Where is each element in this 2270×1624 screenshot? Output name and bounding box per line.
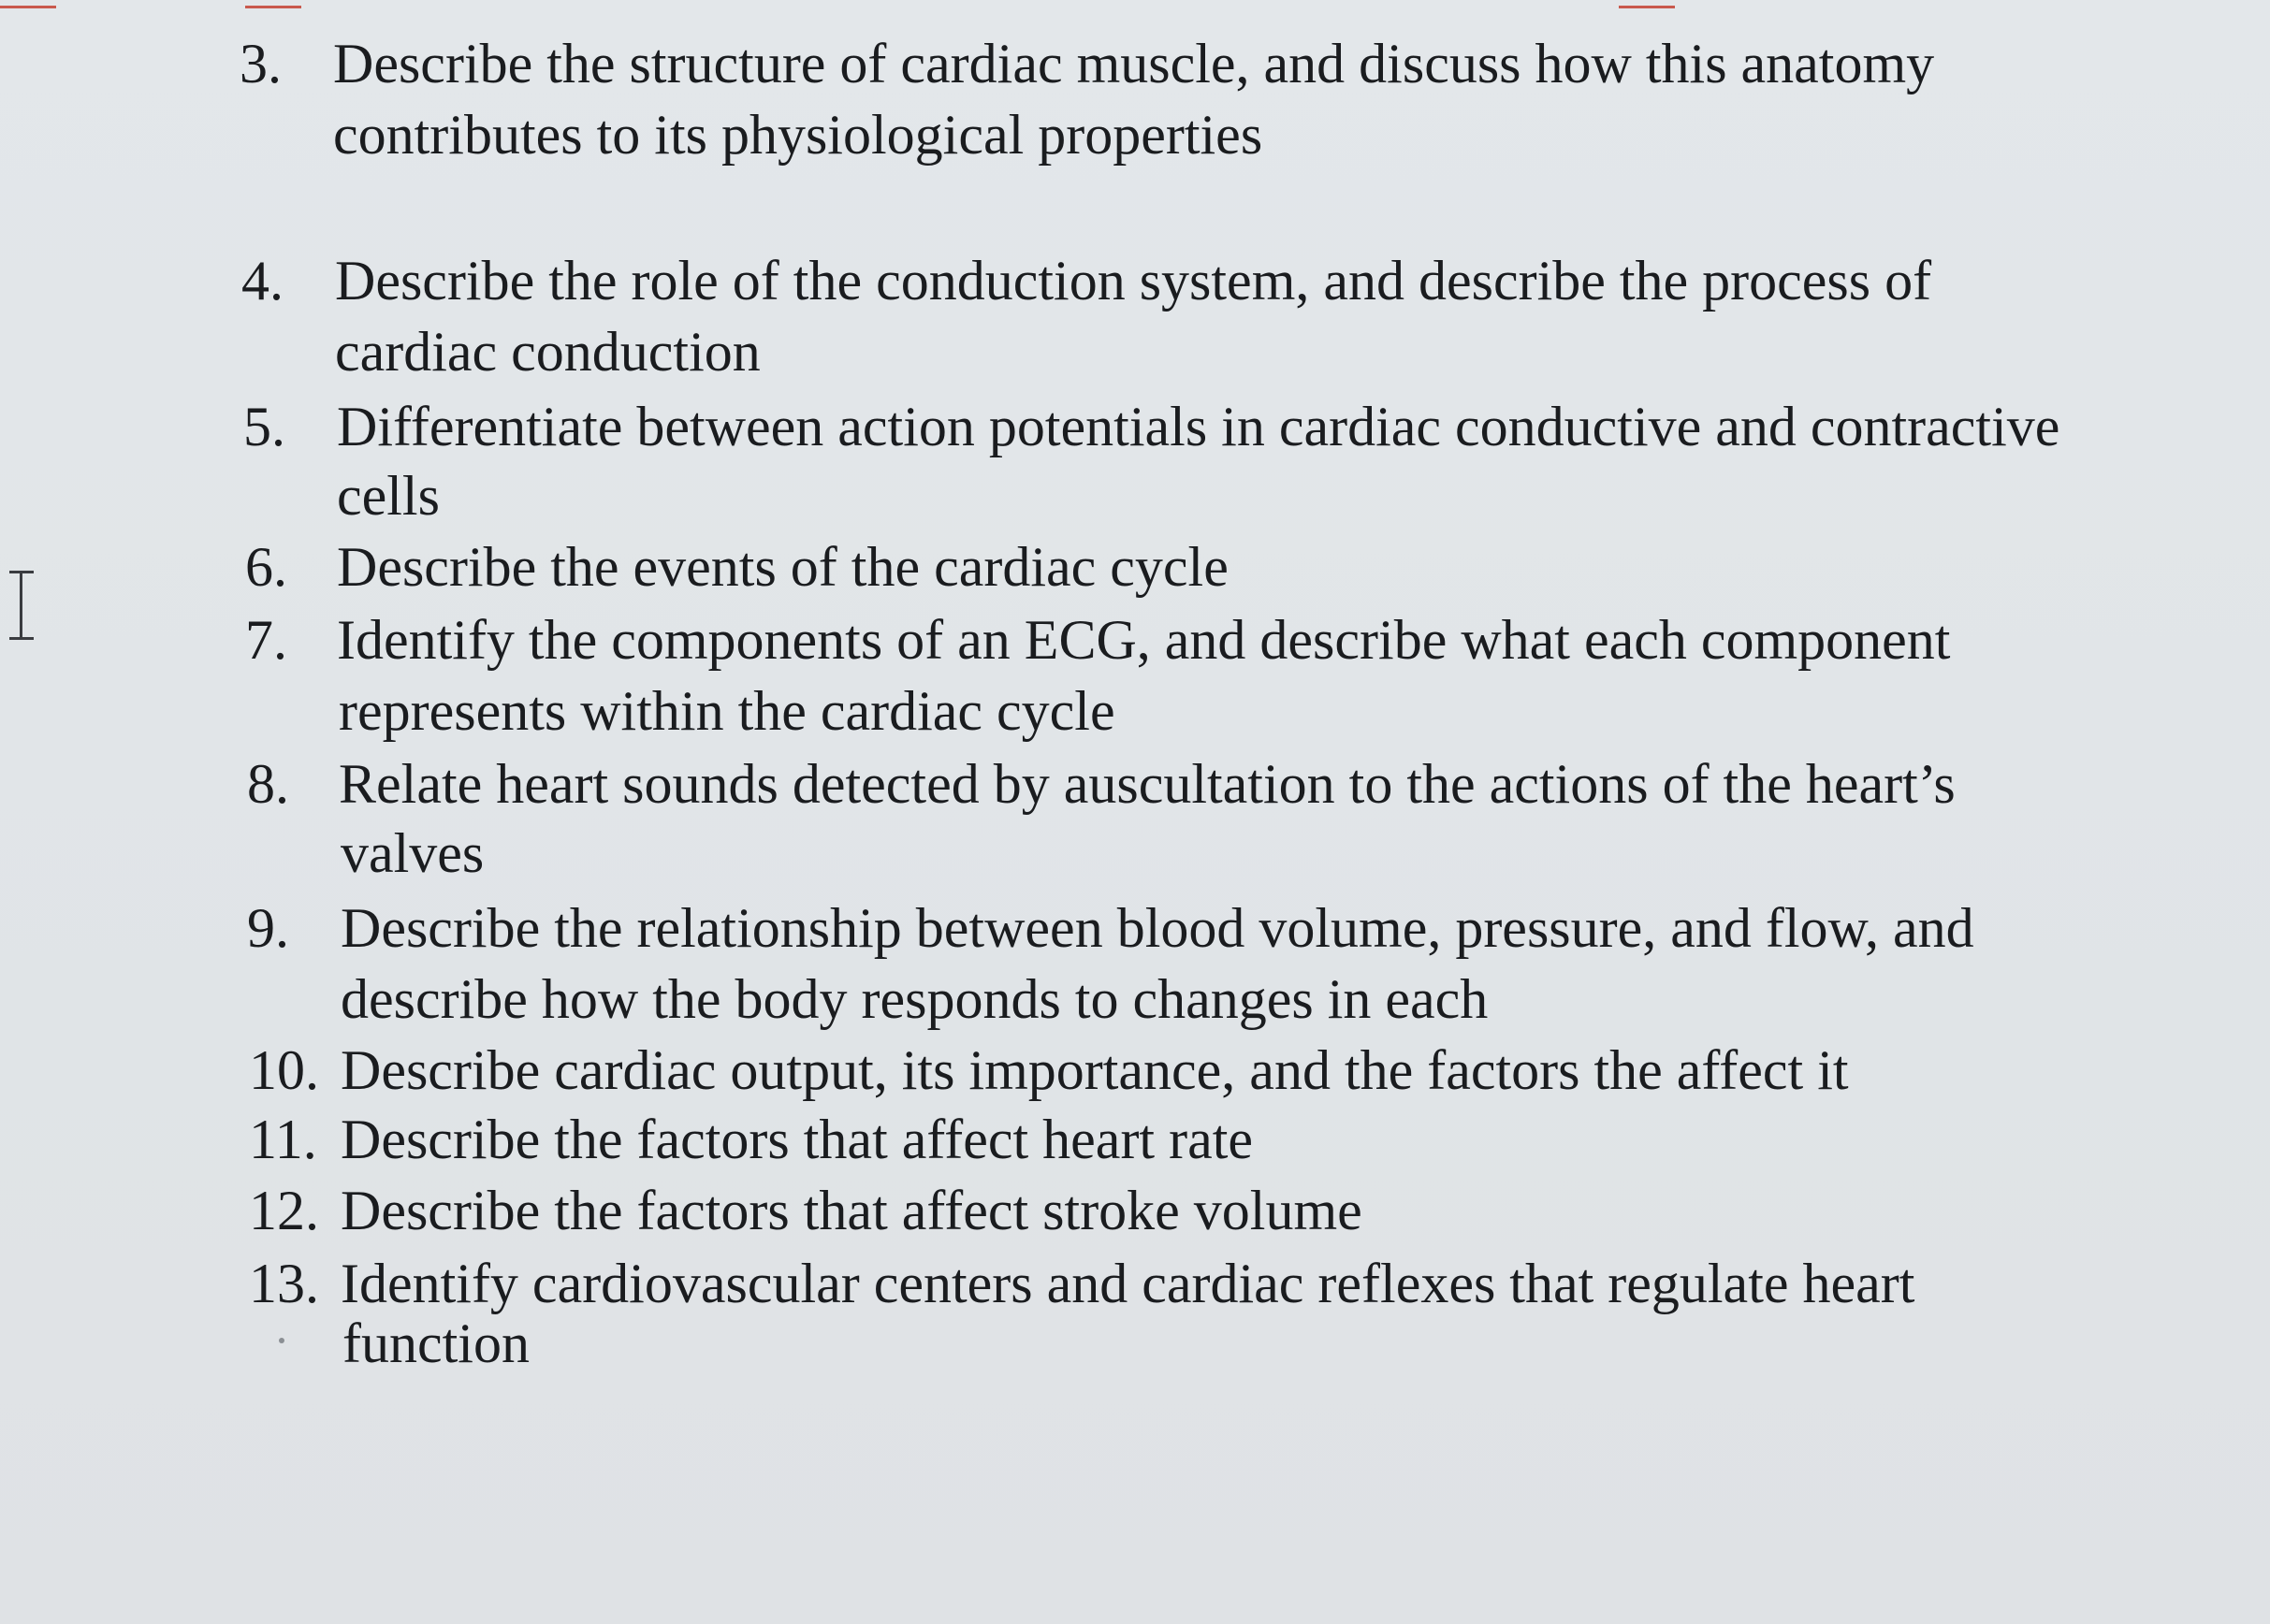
item-number: 9. bbox=[247, 897, 289, 959]
item-text-line: contributes to its physiological properties bbox=[333, 104, 1263, 166]
item-text-line: Describe the relationship between blood volume, pressure, and flow, and bbox=[341, 897, 1974, 959]
item-text-line: Describe cardiac output, its importance, and the factors the affect it bbox=[341, 1039, 1849, 1101]
item-text-line: valves bbox=[341, 822, 485, 884]
item-text-line: Differentiate between action potentials in cardiac conductive and contractive bbox=[337, 396, 2060, 457]
item-number: 10. bbox=[249, 1039, 319, 1101]
item-text-line: cardiac conduction bbox=[335, 321, 761, 383]
item-text-line: Describe the role of the conduction system, and describe the process of bbox=[335, 250, 1932, 312]
item-number: 6. bbox=[245, 536, 287, 598]
item-text-line: Describe the events of the cardiac cycle bbox=[337, 536, 1229, 598]
item-text-line: represents within the cardiac cycle bbox=[339, 680, 1115, 742]
item-text-line: cells bbox=[337, 465, 440, 527]
item-number: 4. bbox=[241, 250, 284, 312]
item-number: 3. bbox=[240, 33, 282, 94]
item-text-line: Describe the factors that affect stroke volume bbox=[341, 1180, 1362, 1241]
item-number: 5. bbox=[243, 396, 285, 457]
item-text-line: function bbox=[342, 1312, 530, 1374]
item-number: 11. bbox=[249, 1109, 317, 1170]
item-text-line: Describe the factors that affect heart rate bbox=[341, 1109, 1253, 1170]
stray-mark bbox=[279, 1338, 284, 1343]
item-number: 12. bbox=[249, 1180, 319, 1241]
item-number: 13. bbox=[249, 1253, 319, 1314]
item-text-line: Relate heart sounds detected by auscultation to the actions of the heart’s bbox=[339, 753, 1956, 815]
item-number: 7. bbox=[245, 609, 287, 671]
item-text-line: Identify the components of an ECG, and describe what each component bbox=[337, 609, 1951, 671]
item-text-line: Identify cardiovascular centers and cardiac reflexes that regulate heart bbox=[341, 1253, 1915, 1314]
item-text-line: Describe the structure of cardiac muscle, and discuss how this anatomy bbox=[333, 33, 1935, 94]
item-text-line: describe how the body responds to changes in each bbox=[341, 968, 1489, 1030]
item-number: 8. bbox=[247, 753, 289, 815]
